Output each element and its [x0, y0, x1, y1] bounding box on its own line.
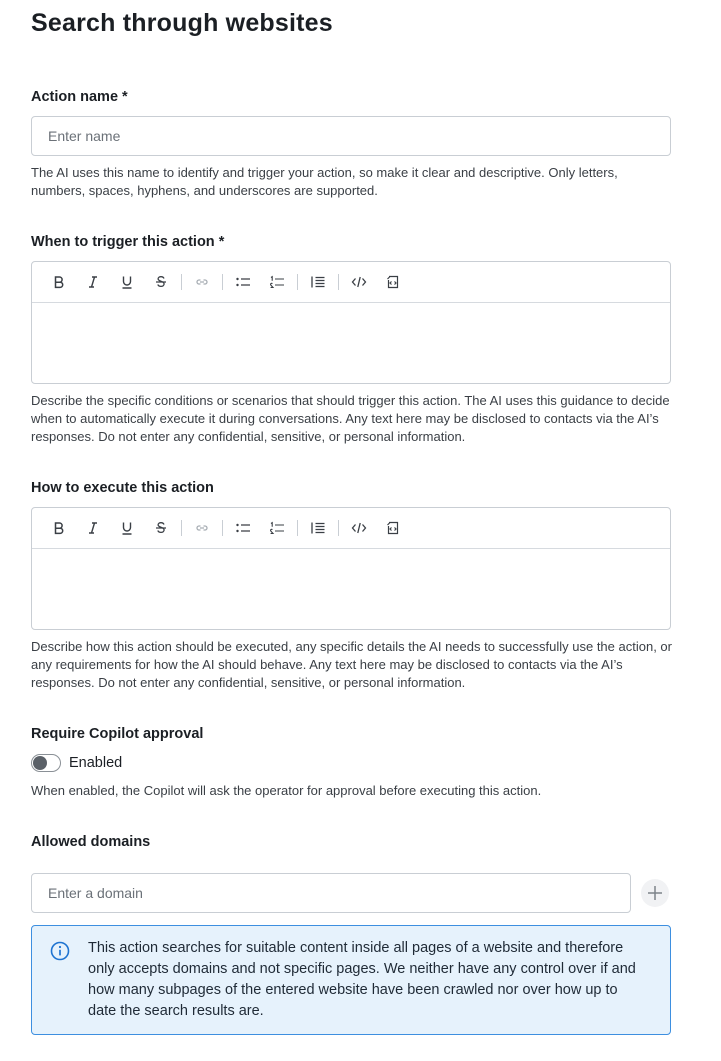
domains-info-callout — [31, 925, 671, 1035]
italic-button[interactable] — [82, 271, 104, 293]
numbered-list-button[interactable] — [266, 517, 288, 539]
trigger-label: When to trigger this action * — [31, 234, 225, 250]
approval-label: Require Copilot approval — [31, 726, 204, 742]
plus-icon — [646, 884, 664, 902]
bullet-list-icon — [235, 521, 251, 535]
approval-toggle[interactable] — [31, 754, 61, 772]
blockquote-icon — [310, 275, 326, 289]
italic-button[interactable] — [82, 517, 104, 539]
toolbar-divider — [338, 274, 339, 290]
italic-icon — [86, 521, 100, 535]
strikethrough-icon — [154, 275, 168, 289]
execute-label: How to execute this action — [31, 480, 214, 496]
approval-toggle-label: Enabled — [69, 755, 123, 771]
toolbar-divider — [181, 520, 182, 536]
blockquote-button[interactable] — [307, 271, 329, 293]
bold-button[interactable] — [48, 517, 70, 539]
italic-icon — [86, 275, 100, 289]
action-name-label: Action name * — [31, 89, 128, 105]
blockquote-button[interactable] — [307, 517, 329, 539]
domain-input[interactable] — [31, 873, 631, 913]
link-icon — [195, 521, 209, 535]
underline-button[interactable] — [116, 517, 138, 539]
trigger-editor — [31, 261, 671, 384]
bold-icon — [52, 521, 66, 535]
bullet-list-button[interactable] — [232, 271, 254, 293]
add-domain-button[interactable] — [641, 879, 669, 907]
toolbar-divider — [297, 520, 298, 536]
action-name-input[interactable] — [31, 116, 671, 156]
code-icon — [351, 521, 367, 535]
code-block-icon — [385, 521, 401, 535]
numbered-list-icon — [269, 275, 285, 289]
trigger-editor-content[interactable] — [32, 303, 670, 383]
link-icon — [195, 275, 209, 289]
toolbar-divider — [222, 274, 223, 290]
execute-help: Describe how this action should be executed, any specific details the AI needs to successfully use the action, or any requirements for how the AI should behave. Any text here may be disclosed to contacts via the AI’s responses. Do not enter any confidential, sensitive, or personal information. — [31, 639, 672, 690]
bold-icon — [52, 275, 66, 289]
link-button[interactable] — [191, 517, 213, 539]
code-block-icon — [385, 275, 401, 289]
blockquote-icon — [310, 521, 326, 535]
bullet-list-button[interactable] — [232, 517, 254, 539]
numbered-list-button[interactable] — [266, 271, 288, 293]
strikethrough-button[interactable] — [150, 517, 172, 539]
domains-info-text: This action searches for suitable content inside all pages of a website and therefore only accepts domains and not specific pages. We neither have any control over if and how many subpages of the entered website have been crawled nor over how up to date the search results are. — [88, 940, 636, 1019]
domains-label: Allowed domains — [31, 834, 151, 850]
approval-toggle-row — [31, 754, 122, 772]
underline-icon — [120, 521, 134, 535]
toolbar-divider — [222, 520, 223, 536]
strikethrough-button[interactable] — [150, 271, 172, 293]
execute-toolbar — [32, 508, 670, 549]
trigger-toolbar — [32, 262, 670, 303]
code-button[interactable] — [348, 271, 370, 293]
strikethrough-icon — [154, 521, 168, 535]
bullet-list-icon — [235, 275, 251, 289]
execute-editor — [31, 507, 671, 630]
numbered-list-icon — [269, 521, 285, 535]
trigger-help: Describe the specific conditions or scenarios that should trigger this action. The AI uses this guidance to decide when to automatically execute it during conversations. Any text here may be disclosed to contacts via the AI’s responses. Do not enter any confidential, sensitive, or personal information. — [31, 393, 670, 444]
approval-help: When enabled, the Copilot will ask the operator for approval before executing this action. — [31, 783, 542, 798]
bold-button[interactable] — [48, 271, 70, 293]
toolbar-divider — [181, 274, 182, 290]
link-button[interactable] — [191, 271, 213, 293]
code-button[interactable] — [348, 517, 370, 539]
code-block-button[interactable] — [382, 271, 404, 293]
toolbar-divider — [297, 274, 298, 290]
underline-button[interactable] — [116, 271, 138, 293]
page-title: Search through websites — [31, 9, 333, 37]
code-icon — [351, 275, 367, 289]
action-name-help: The AI uses this name to identify and trigger your action, so make it clear and descriptive. Only letters, numbers, spaces, hyphens, and underscores are supported. — [31, 165, 618, 198]
info-icon — [50, 941, 70, 966]
code-block-button[interactable] — [382, 517, 404, 539]
execute-editor-content[interactable] — [32, 549, 670, 629]
toggle-knob — [33, 756, 47, 770]
underline-icon — [120, 275, 134, 289]
toolbar-divider — [338, 520, 339, 536]
